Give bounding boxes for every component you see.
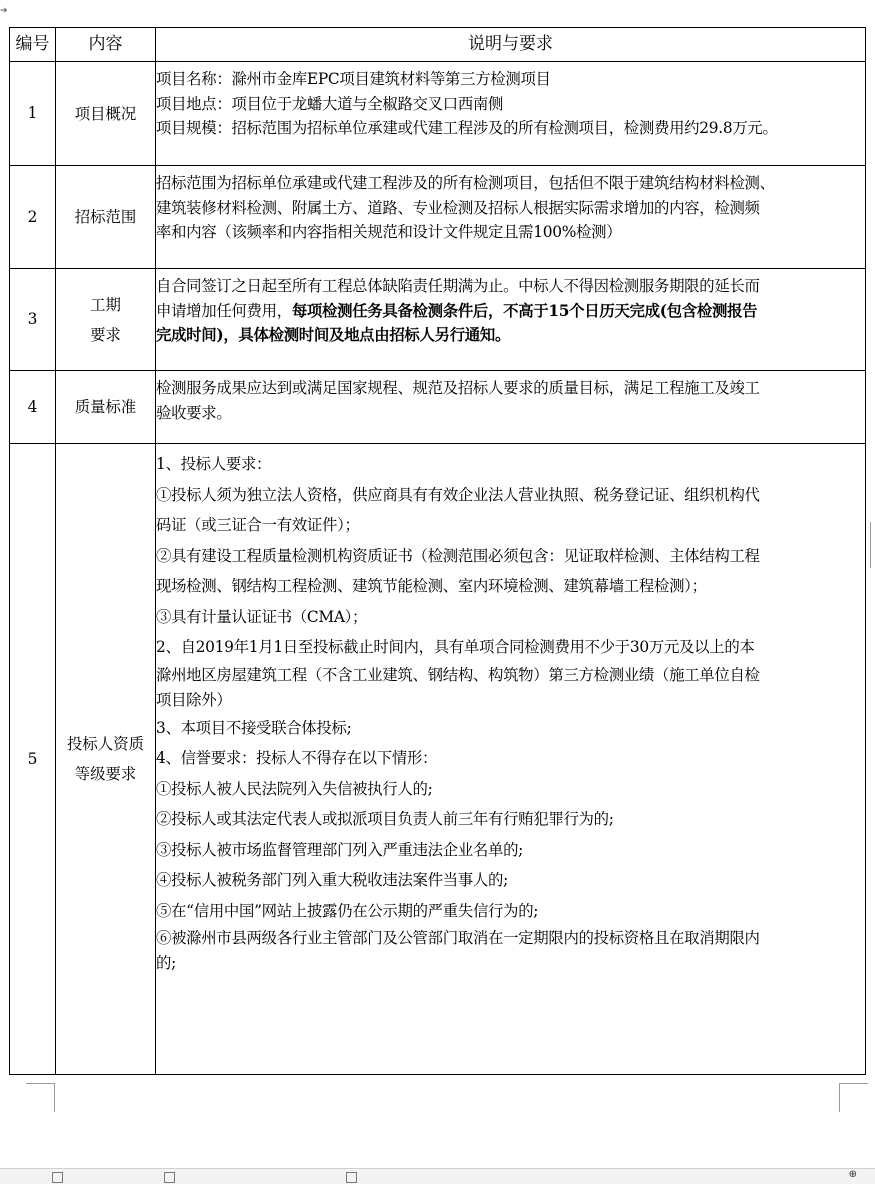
- description-line: ⑤在“信用中国”网站上披露仍在公示期的严重失信行为的;: [156, 901, 539, 920]
- description-line: 4、信誉要求：投标人不得存在以下情形：: [156, 749, 438, 767]
- row-number: 5: [10, 444, 56, 1075]
- table-row: [10, 62, 866, 166]
- zoom-icon[interactable]: ⊕: [848, 1169, 857, 1180]
- view-icon[interactable]: [52, 1172, 63, 1183]
- view-icon[interactable]: [164, 1172, 175, 1183]
- row-number: 4: [10, 371, 56, 444]
- row-description: [156, 371, 866, 444]
- description-line: 现场检测、钢结构工程检测、建筑节能检测、室内环境检测、建筑幕墙工程检测）；: [156, 577, 707, 595]
- description-line: ④投标人被税务部门列入重大税收违法案件当事人的;: [156, 871, 508, 889]
- row-category: [56, 444, 156, 1075]
- description-line: 1、投标人要求：: [156, 455, 272, 473]
- header-content: 内容: [56, 28, 156, 62]
- description-line: ①投标人被人民法院列入失信被执行人的;: [156, 779, 433, 798]
- requirements-table: [9, 27, 866, 1075]
- description-line: ②投标人或其法定代表人或拟派项目负责人前三年有行贿犯罪行为的;: [156, 810, 614, 828]
- row-category: [56, 62, 156, 166]
- description-line: 项目规模：招标范围为招标单位承建或代建工程涉及的所有检测项目，检测费用约29.8万元。: [156, 119, 778, 137]
- description-line: ③具有计量认证证书（CMA）；: [156, 607, 368, 626]
- table-row: [10, 269, 866, 371]
- description-line: 2、自2019年1月1日至投标截止时间内，具有单项合同检测费用不少于30万元及以上的本: [156, 638, 755, 656]
- description-line: 率和内容（该频率和内容指相关规范和设计文件规定且需100%检测）: [156, 223, 622, 241]
- table-row: [10, 371, 866, 444]
- description-line: ①投标人须为独立法人资格，供应商具有有效企业法人营业执照、税务登记证、组织机构代: [156, 485, 760, 504]
- crop-mark-left: [26, 1083, 55, 1112]
- description-line: 招标范围为招标单位承建或代建工程涉及的所有检测项目，包括但不限于建筑结构材料检测、: [156, 174, 775, 192]
- header-description: 说明与要求: [156, 28, 866, 62]
- description-line: 码证（或三证合一有效证件）；: [156, 516, 360, 534]
- status-bar: [0, 1168, 875, 1184]
- row-number: 1: [10, 62, 56, 166]
- description-line-mixed: [156, 299, 865, 324]
- description-line: 3、本项目不接受联合体投标;: [156, 718, 352, 737]
- plain-text: 申请增加任何费用，: [156, 301, 292, 320]
- description-line: 建筑装修材料检测、附属土方、道路、专业检测及招标人根据实际需求增加的内容，检测频: [156, 198, 760, 217]
- description-line: [156, 323, 865, 348]
- paragraph-arrow-icon: ➔: [0, 6, 8, 16]
- row-category: [56, 371, 156, 444]
- description-line: 验收要求。: [156, 403, 232, 422]
- row-description: [156, 444, 866, 1075]
- description-line: 项目除外）: [156, 690, 232, 709]
- category-label: 质量标准: [74, 398, 137, 416]
- row-description: [156, 269, 866, 371]
- category-label: 招标范围: [74, 208, 137, 226]
- bold-text: 完成时间)，具体检测时间及地点由招标人另行通知。: [156, 326, 511, 344]
- view-icon[interactable]: [346, 1172, 357, 1183]
- description-line: 检测服务成果应达到或满足国家规程、规范及招标人要求的质量目标，满足工程施工及竣工: [156, 379, 760, 397]
- description-line: 项目地点：项目位于龙蟠大道与全椒路交叉口西南侧: [156, 94, 504, 113]
- description-line: ②具有建设工程质量检测机构资质证书（检测范围必须包含：见证取样检测、主体结构工程: [156, 546, 760, 565]
- row-number: 3: [10, 269, 56, 371]
- row-description: [156, 166, 866, 269]
- table-row: [10, 166, 866, 269]
- row-category: [56, 269, 156, 371]
- description-line: ⑥被滁州市县两级各行业主管部门及公管部门取消在一定期限内的投标资格且在取消期限内: [156, 929, 760, 947]
- description-line: 滁州地区房屋建筑工程（不含工业建筑、钢结构、构筑物）第三方检测业绩（施工单位自检: [156, 665, 760, 684]
- header-number: 编号: [10, 28, 56, 62]
- crop-mark-right: [839, 1083, 868, 1112]
- category-label: 工期: [90, 295, 121, 314]
- category-label: 要求: [90, 325, 121, 344]
- margin-marker: [870, 522, 875, 568]
- row-description: [156, 62, 866, 166]
- description-line: 项目名称：滁州市金库EPC项目建筑材料等第三方检测项目: [156, 70, 551, 88]
- category-label: 投标人资质: [67, 735, 144, 753]
- row-category: [56, 166, 156, 269]
- category-label: 等级要求: [74, 765, 137, 783]
- description-line: 的;: [156, 954, 176, 972]
- category-label: 项目概况: [74, 104, 137, 123]
- table-row: [10, 444, 866, 1075]
- row-number: 2: [10, 166, 56, 269]
- description-line: 自合同签订之日起至所有工程总体缺陷责任期满为止。中标人不得因检测服务期限的延长而: [156, 277, 760, 295]
- description-line: ③投标人被市场监督管理部门列入严重违法企业名单的;: [156, 840, 524, 859]
- table-header-row: [10, 28, 866, 62]
- bold-text: 每项检测任务具备检测条件后，不高于15个日历天完成(包含检测报告: [291, 301, 758, 320]
